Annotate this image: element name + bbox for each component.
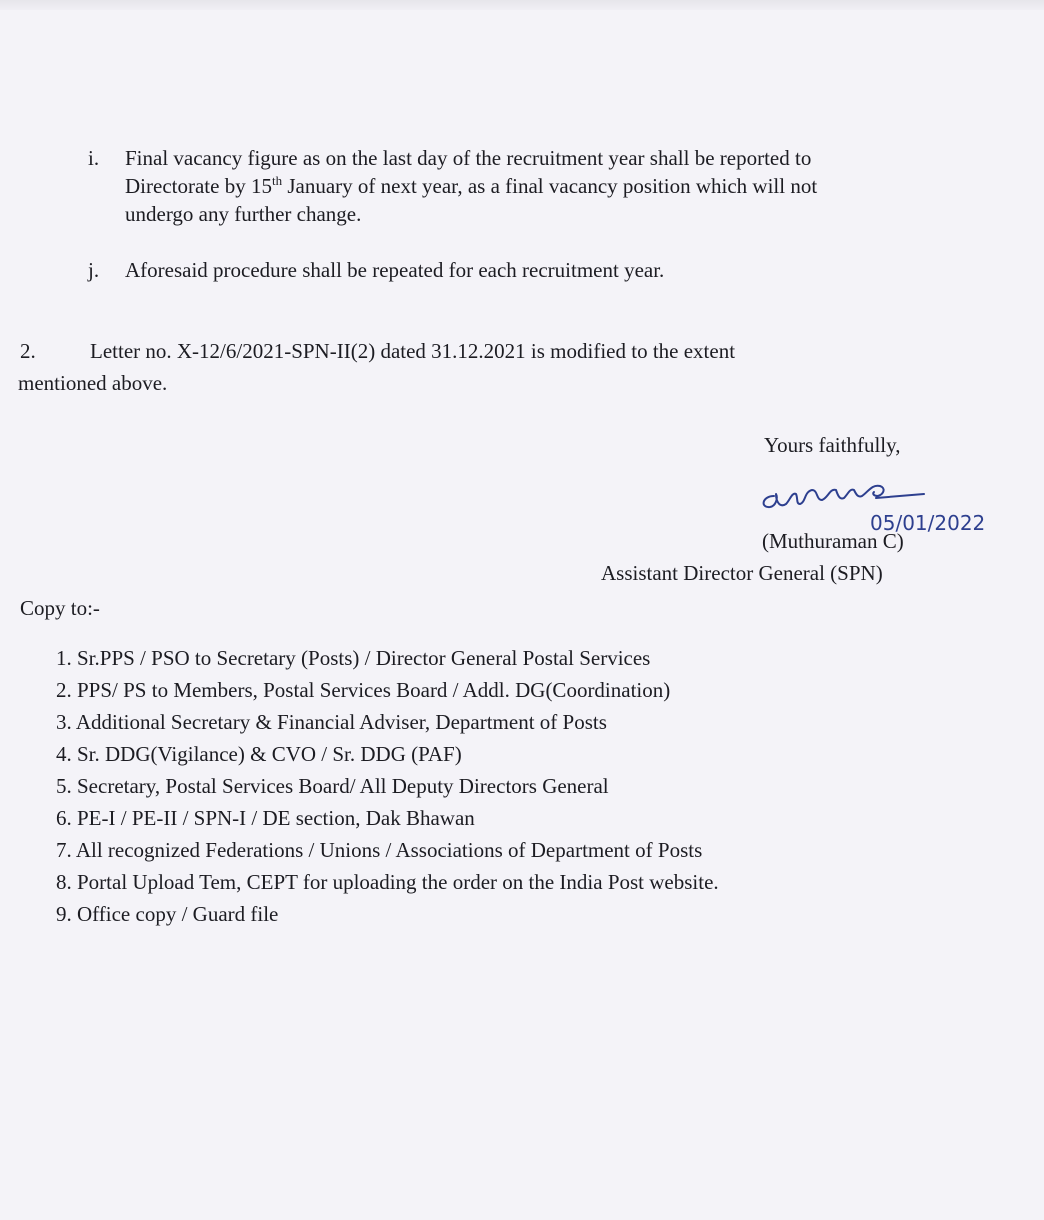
para-2-number: 2. [20,339,36,363]
list-item: 6. PE-I / PE-II / SPN-I / DE section, Dak Bhawan [56,806,475,830]
item-i-line-1: Final vacancy figure as on the last day of the recruitment year shall be reported to [125,146,812,170]
para-2-line-2: mentioned above. [18,371,168,395]
copy-to-list [56,642,719,930]
list-item: 3. Additional Secretary & Financial Adviser, Department of Posts [56,710,607,734]
signature-date: 05/01/2022 [870,511,986,535]
scan-top-edge [0,0,1044,10]
list-item: 9. Office copy / Guard file [56,902,279,926]
list-item: 5. Secretary, Postal Services Board/ All Deputy Directors General [56,774,609,798]
list-item: 1. Sr.PPS / PSO to Secretary (Posts) / Director General Postal Services [56,646,651,670]
item-j-marker: j. [88,258,100,282]
item-i-line-2b: January of next year, as a final vacancy position which will not [282,174,818,198]
list-item: 7. All recognized Federations / Unions / Associations of Department of Posts [56,838,703,862]
item-i-line-2 [125,172,817,200]
document-page [0,10,1044,1220]
ordinal-suffix: th [271,173,283,188]
para-2-line-1: Letter no. X-12/6/2021-SPN-II(2) dated 31.12.2021 is modified to the extent [90,339,736,363]
list-item: 2. PPS/ PS to Members, Postal Services Board / Addl. DG(Coordination) [56,678,671,702]
signatory-designation: Assistant Director General (SPN) [601,561,883,585]
copy-to-heading: Copy to:- [20,596,100,620]
signatory-name: (Muthuraman C) [762,529,904,553]
item-j-line-1: Aforesaid procedure shall be repeated for each recruitment year. [125,258,665,282]
salutation: Yours faithfully, [764,433,901,457]
list-item: 4. Sr. DDG(Vigilance) & CVO / Sr. DDG (PAF) [56,742,462,766]
item-i-line-3: undergo any further change. [125,202,362,226]
item-i-marker: i. [88,146,100,170]
list-item: 8. Portal Upload Tem, CEPT for uploading the order on the India Post website. [56,870,719,894]
item-i-line-2a: Directorate by 15 [125,174,272,198]
